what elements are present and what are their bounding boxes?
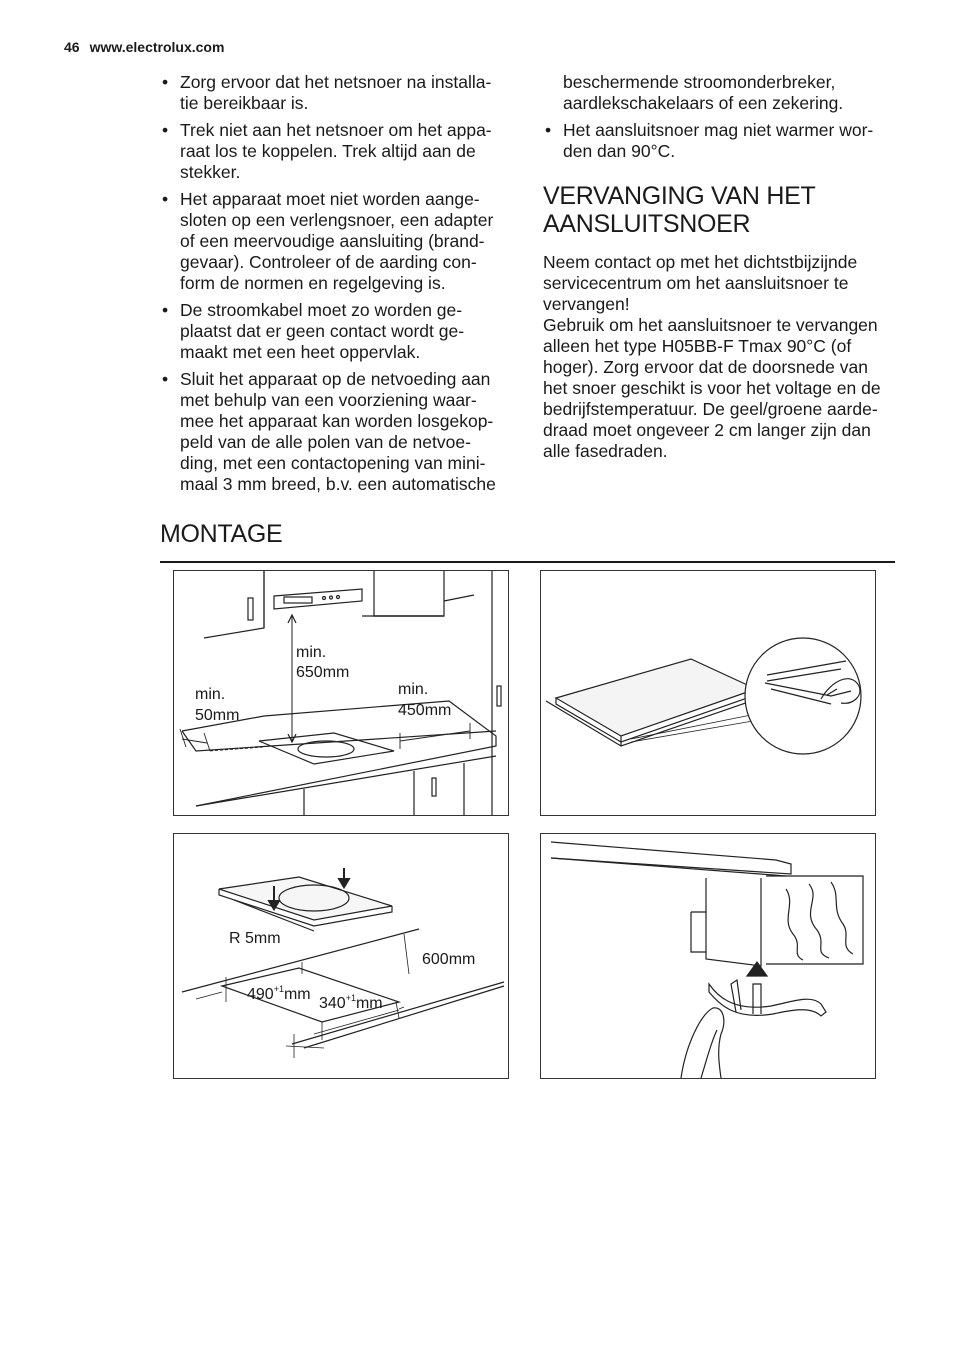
clearance-left-value: 50mm [195,707,240,724]
cutout-width-value: 490 [247,986,274,1003]
cutout-height-label [319,993,383,1012]
safety-bullet-list-right [543,120,903,162]
page-number: 46 [64,39,80,55]
counter-depth-label: 600mm [422,951,476,968]
min-label-left: min. [195,686,226,703]
min-label-right: min. [398,681,429,698]
cutout-height-tolerance: +1 [345,993,356,1003]
cutout-illustration [174,834,508,1078]
cutout-width-label [247,984,311,1003]
list-item: • Sluit het apparaat op de netvoeding aan met behulp van een voorziening waar- mee het apparaat kan worden losgekop- peld van de alle polen van de netvoe- ding, met een contactopening van mini- maal 3 mm breed, b.v. een automatische [160,369,520,495]
list-item: • Zorg ervoor dat het netsnoer na installa- tie bereikbaar is. [160,72,520,114]
bracket-illustration [541,834,875,1078]
list-item: • Trek niet aan het netsnoer om het appa- raat los te koppelen. Trek altijd aan de stekker. [160,120,520,183]
bracket-fixing-diagram [540,833,876,1079]
clearance-top-value: 650mm [296,664,350,681]
right-column [543,72,903,462]
section-divider [160,561,895,563]
list-item: • De stroomkabel moet zo worden ge- plaatst dat er geen contact wordt ge- maakt met een heet oppervlak. [160,300,520,363]
clearance-illustration [174,571,508,815]
section-title-cable-replacement: VERVANGING VAN HET AANSLUITSNOER [543,182,816,238]
cutout-width-unit: mm [283,986,311,1003]
cutout-height-value: 340 [319,995,346,1012]
min-label-top: min. [296,644,327,661]
corner-radius-label: R 5mm [229,930,281,947]
cable-replacement-paragraph: Neem contact op met het dichtstbijzijnde servicecentrum om het aansluitsnoer te vervangen! Gebruik om het aansluitsnoer te vervangen alleen het type H05BB-F Tmax 90°C (of hoger). Zorg ervoor dat de doorsnede van het snoer geschikt is voor het voltage en de bedrijfstemperatuur. De geel/groene aarde- draad moet ongeveer 2 cm langer zijn dan alle fasedraden. [543,252,881,461]
page-header [64,39,224,55]
website-link[interactable]: www.electrolux.com [89,39,225,55]
list-item: • Het aansluitsnoer mag niet warmer wor- den dan 90°C. [543,120,903,162]
clearance-diagram [173,570,509,816]
left-column [160,72,520,501]
montage-title: MONTAGE [160,520,283,548]
cutout-height-unit: mm [355,995,383,1012]
cutout-dimensions-diagram [173,833,509,1079]
clearance-right-value: 450mm [398,702,452,719]
cutout-width-tolerance: +1 [273,984,284,994]
seal-illustration [541,571,875,815]
bullet-continuation: beschermende stroomonderbreker, aardlekschakelaars of een zekering. [563,72,844,113]
seal-application-diagram [540,570,876,816]
safety-bullet-list [160,72,520,495]
list-item: • Het apparaat moet niet worden aange- sloten op een verlengsnoer, een adapter of een meervoudige aansluiting (brand- gevaar). Controleer of de aarding con- form de normen en regelgeving is. [160,189,520,294]
